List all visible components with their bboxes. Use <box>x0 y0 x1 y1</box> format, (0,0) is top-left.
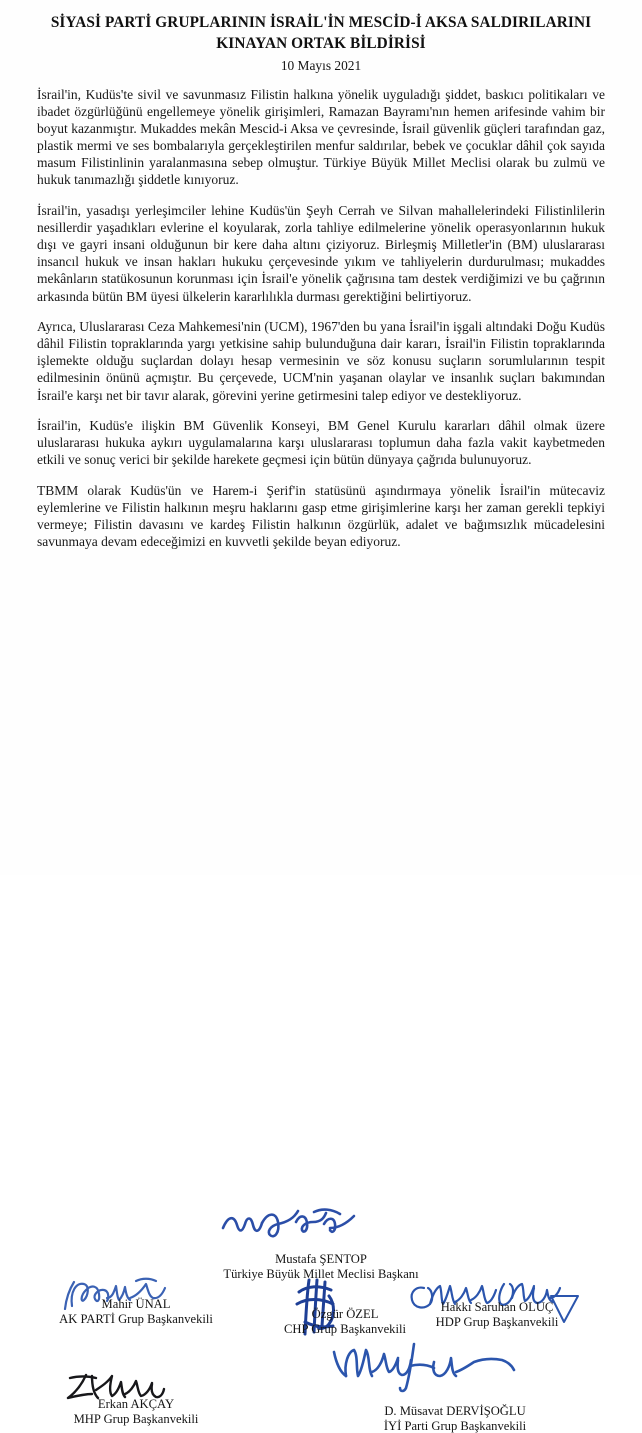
signatory-role: MHP Grup Başkanvekili <box>16 1412 256 1427</box>
signature-area <box>0 600 642 875</box>
paragraph: İsrail'in, Kudüs'te sivil ve savunmasız Filistin halkına yönelik uyguladığı şiddet, baskıcı politikaları ve ibadet özgürlüğünü engellemeye yönelik girişimleri, Ramazan Bayramı'nın hemen arifesinde vahim bir boyut kazanmıştır. Mukaddes mekân Mescid-i Aksa ve çevresinde, İsrail güvenlik güçleri tarafından gaz, plastik mermi ve ses bombalarıyla gerçekleştirilen menfur saldırılar, bebek ve çocuklar dâhil çok sayıda masum Filistinlinin yaralanmasına sebep olmuştur. Türkiye Büyük Millet Meclisi olarak bu zulmü ve hukuk tanımazlığı şiddetle kınıyoruz. <box>37 86 605 189</box>
signature-block-2 <box>392 1300 602 1329</box>
paragraph: TBMM olarak Kudüs'ün ve Harem-i Şerif'in statüsünü aşındırmaya yönelik İsrail'in mütecaviz eylemlerine ve Filistin halkının meşru haklarını gasp etme girişimlerine karşı her zaman gerekli tepkiyi vermeye; Filistin davasını ve kardeş Filistin halkının özgürlük, adalet ve bağımsızlık mücadelesini savunmaya devam edeceğimizi en kuvvetli şekilde beyan ediyoruz. <box>37 482 605 550</box>
signatory-name: Mahir ÜNAL <box>16 1297 256 1312</box>
signatory-name: Özgür ÖZEL <box>240 1307 450 1322</box>
signatory-name: Mustafa ŞENTOP <box>186 1252 456 1267</box>
signatory-role: HDP Grup Başkanvekili <box>392 1315 602 1330</box>
signatory-name: D. Müsavat DERVİŞOĞLU <box>330 1404 580 1419</box>
document-date: 10 Mayıs 2021 <box>37 58 605 74</box>
document-body <box>37 86 605 550</box>
paragraph: Ayrıca, Uluslararası Ceza Mahkemesi'nin (UCM), 1967'den bu yana İsrail'in işgali altındaki Doğu Kudüs dâhil Filistin topraklarında yargı yetkisine sahip bulunduğuna dair kararı, İsrail'in Filistin topraklarında işlemekte olduğu suçlardan dolayı hesap vermesinin ve söz konusu suçların sorumlularının tespit edilmesinin önünü açmıştır. Bu çerçevede, UCM'nin yaşanan olaylar ve insanlık suçları bakımından İsrail'e karşı net bir tavır alarak, görevini yerine getirmesini talep ediyor ve destekliyoruz. <box>37 318 605 403</box>
page-title: SİYASİ PARTİ GRUPLARININ İSRAİL'İN MESCİD-İ AKSA SALDIRILARINI KINAYAN ORTAK BİLDİRİSİ <box>37 12 605 54</box>
signature-mark-dervisoglu <box>330 1342 516 1394</box>
signatory-role: CHP Grup Başkanvekili <box>240 1322 450 1337</box>
paragraph: İsrail'in, yasadışı yerleşimciler lehine Kudüs'ün Şeyh Cerrah ve Silvan mahallelerindeki Filistinlilerin nesillerdir yaşadıkları evlerine el koyularak, zorla tahliye edilmelerine yönelik operasyonlarının hukuk dışı ve gayri insani olduğunun bir kere daha altını çiziyoruz. Birleşmiş Milletler'in (BM) uluslararası insancıl hukuk ve insan hakları hukuku çerçevesinde yıkım ve tahliyelerin durdurulması; mukaddes mekânların statükosunun korunması için İsrail'e yönelik çağrısına tam destek verdiğimizi ve bu çağrının arkasında bütün BM üyesi ülkelerin kararlılıkla durması gerektiğini belirtiyoruz. <box>37 202 605 305</box>
signatory-role: AK PARTİ Grup Başkanvekili <box>16 1312 256 1327</box>
signatory-name: Hakkı Saruhan OLUÇ <box>392 1300 602 1315</box>
signature-mark-sentop <box>218 1206 358 1242</box>
signatory-role: İYİ Parti Grup Başkanvekili <box>330 1419 580 1433</box>
signature-block-4 <box>330 1404 580 1433</box>
signatory-role: Türkiye Büyük Millet Meclisi Başkanı <box>186 1267 456 1282</box>
paragraph: İsrail'in, Kudüs'e ilişkin BM Güvenlik Konseyi, BM Genel Kurulu kararları dâhil olmak üzere uluslararası hukuka aykırı uygulamalarına karşı uluslararası toplumun daha fazla vakit kaybetmeden etkili ve sonuç verici bir şekilde harekete geçmesi için bütün dünyaya çağrıda bulunuyoruz. <box>37 417 605 468</box>
signature-block-0 <box>16 1297 256 1326</box>
signature-block-chair <box>186 1252 456 1281</box>
signatory-name: Erkan AKÇAY <box>16 1397 256 1412</box>
signature-block-3 <box>16 1397 256 1426</box>
